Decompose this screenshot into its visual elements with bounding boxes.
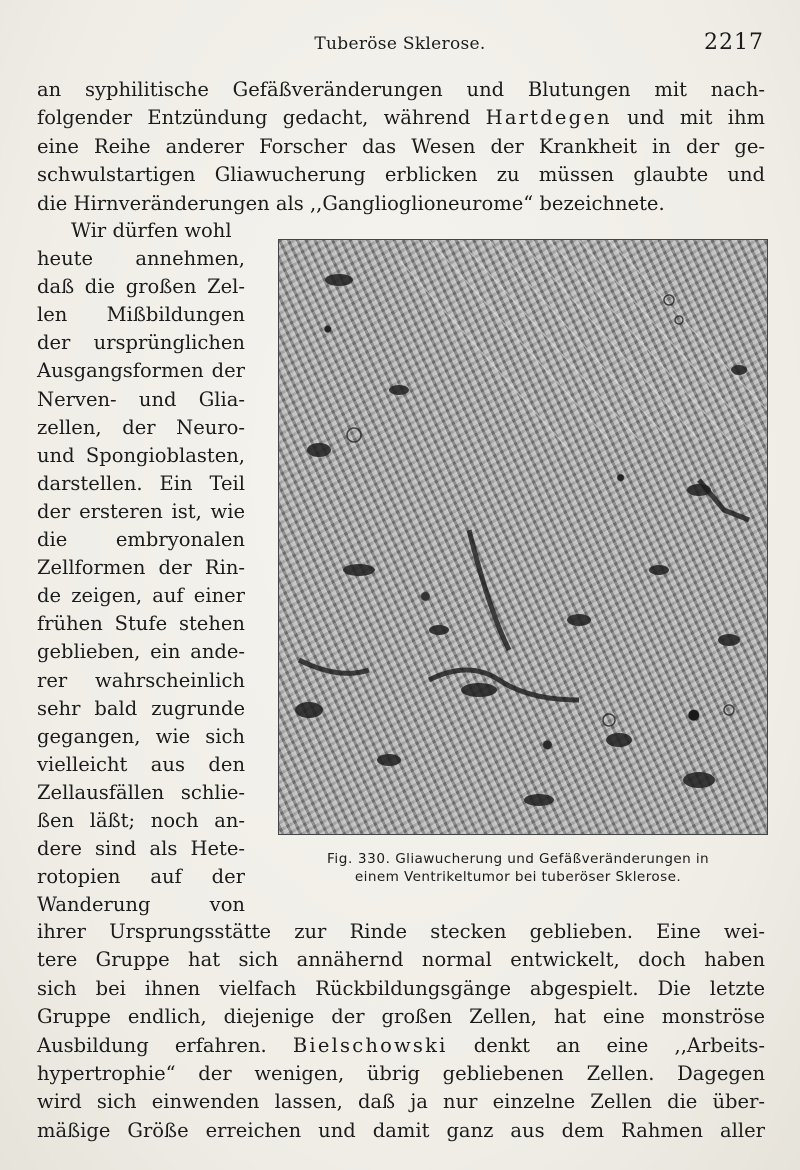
- author-name: Hartdegen: [485, 106, 612, 130]
- text-line: geblieben, ein ande-: [37, 640, 245, 664]
- text-line: [37, 1032, 765, 1060]
- text-line: sich bei ihnen vielfach Rückbildungsgänge abgespielt. Die letzte: [37, 976, 765, 1000]
- text-line: sehr bald zugrunde: [37, 696, 245, 720]
- text-line: tere Gruppe hat sich annähernd normal entwickelt, doch haben: [37, 948, 765, 972]
- text-line: eine Reihe anderer Forscher das Wesen der Krankheit in der ge-: [37, 134, 765, 158]
- text-line: daß die großen Zel-: [37, 275, 245, 299]
- running-header: [0, 28, 800, 62]
- text-line: an syphilitische Gefäßveränderungen und Blutungen mit nach-: [37, 78, 765, 101]
- text-line: und Spongioblasten,: [37, 443, 245, 467]
- micrograph-figure: [278, 239, 768, 835]
- author-name: Bielschowski: [292, 1033, 448, 1057]
- text-line: rotopien auf der: [37, 865, 245, 889]
- running-title: Tuberöse Sklerose.: [314, 34, 486, 54]
- text-line: schwulstartigen Gliawucherung erblicken zu müssen glaubte und: [37, 163, 765, 187]
- text-line: Nerven- und Glia-: [37, 387, 245, 411]
- text-line: vielleicht aus den: [37, 752, 245, 776]
- text-line: der ursprünglichen: [37, 331, 245, 355]
- text-fragment: Ausbildung erfahren.: [37, 1033, 293, 1057]
- text-line: darstellen. Ein Teil: [37, 471, 245, 495]
- text-line: ßen läßt; noch an-: [37, 808, 245, 832]
- text-line: hypertrophie“ der wenigen, übrig gebliebenen Zellen. Dagegen: [37, 1062, 765, 1086]
- wrapped-text-column: [37, 217, 245, 919]
- figure-number: Fig. 330.: [326, 851, 391, 867]
- top-paragraph: [37, 76, 765, 218]
- text-line: gegangen, wie sich: [37, 724, 245, 748]
- text-line: wird sich einwenden lassen, daß ja nur einzelne Zellen die über-: [37, 1090, 765, 1114]
- caption-line: [268, 850, 768, 868]
- text-line: Ausgangsformen der: [37, 359, 245, 383]
- text-line: ihrer Ursprungsstätte zur Rinde stecken geblieben. Eine wei-: [37, 920, 765, 943]
- text-line: [37, 104, 765, 132]
- text-fragment: und mit ihm: [611, 106, 766, 130]
- caption-text: Gliawucherung und Gefäßveränderungen in: [395, 851, 710, 867]
- text-line: Wir dürfen wohl: [71, 219, 232, 242]
- text-line: heute annehmen,: [37, 247, 245, 271]
- text-line: mäßige Größe erreichen und damit ganz aus dem Rahmen aller: [37, 1118, 765, 1142]
- bottom-paragraph: [37, 918, 765, 1145]
- text-line: frühen Stufe stehen: [37, 612, 245, 636]
- figure-caption: [268, 850, 768, 886]
- text-line: Zellformen der Rin-: [37, 556, 245, 580]
- page-number: 2217: [704, 30, 764, 55]
- text-line: die Hirnveränderungen als ,,Ganglioglioneurome“ bezeichnete.: [37, 191, 665, 215]
- text-fragment: folgender Entzündung gedacht, während: [37, 106, 486, 130]
- text-line: zellen, der Neuro-: [37, 415, 245, 439]
- text-line: len Mißbildungen: [37, 303, 245, 327]
- text-fragment: denkt an eine ,,Arbeits-: [447, 1033, 765, 1057]
- text-line: rer wahrscheinlich: [37, 668, 245, 692]
- text-line: de zeigen, auf einer: [37, 584, 245, 608]
- text-line: dere sind als Hete-: [37, 837, 245, 861]
- text-line: die embryonalen: [37, 528, 245, 552]
- text-line: Gruppe endlich, diejenige der großen Zellen, hat eine monströse: [37, 1005, 765, 1029]
- text-line: Wanderung von: [37, 893, 245, 917]
- text-line: Zellausfällen schlie-: [37, 780, 245, 804]
- caption-line: einem Ventrikeltumor bei tuberöser Sklerose.: [354, 869, 682, 885]
- micrograph-texture: [279, 240, 767, 834]
- text-line: der ersteren ist, wie: [37, 499, 245, 523]
